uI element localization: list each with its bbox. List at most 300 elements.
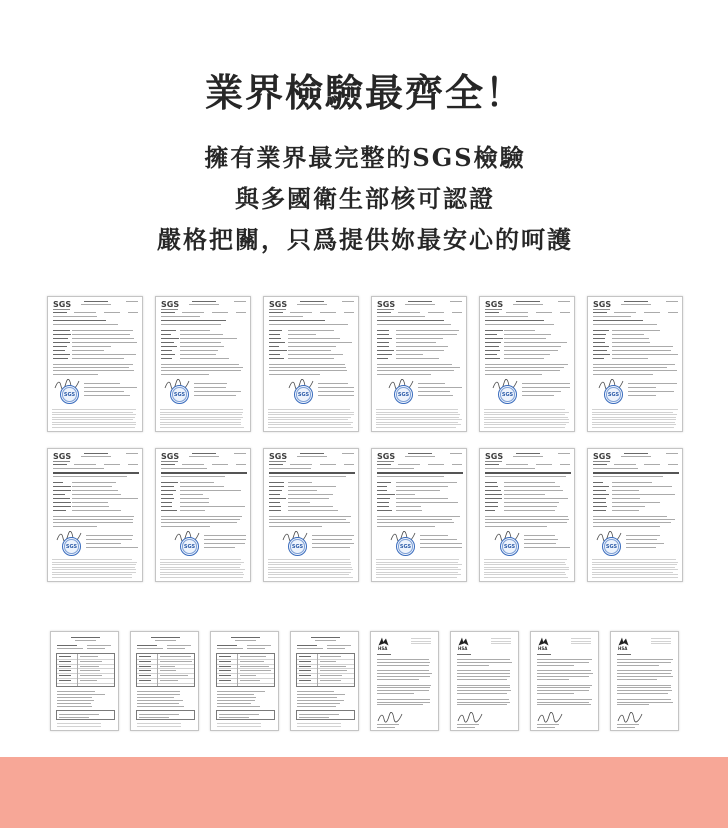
text-line	[53, 342, 70, 343]
text-line	[217, 723, 261, 724]
text-line	[268, 424, 351, 425]
text-line	[612, 334, 644, 335]
text-line	[593, 320, 643, 321]
text-line	[160, 424, 241, 425]
text-line	[52, 572, 136, 573]
text-line	[485, 526, 547, 527]
text-line	[418, 395, 453, 396]
text-line	[666, 301, 678, 302]
seal-label: SGS	[605, 543, 618, 550]
text-line	[52, 567, 135, 568]
text-line	[592, 559, 676, 560]
text-line	[180, 490, 241, 491]
text-line	[57, 691, 95, 692]
seal-label: SGS	[503, 543, 516, 550]
text-line	[617, 727, 635, 728]
text-line	[57, 706, 92, 707]
text-line	[139, 666, 151, 667]
text-line	[485, 324, 554, 325]
text-line	[592, 574, 678, 575]
text-line	[377, 699, 430, 700]
text-line	[194, 395, 236, 396]
text-line	[137, 697, 174, 698]
text-line	[84, 301, 108, 302]
seal-label: SGS	[173, 391, 186, 398]
text-line	[137, 694, 180, 695]
text-line	[592, 572, 673, 573]
text-line	[485, 486, 498, 487]
text-line	[160, 559, 241, 560]
text-line	[160, 412, 243, 413]
text-line	[377, 316, 425, 317]
text-line	[297, 456, 327, 457]
hsa-emblem-icon	[458, 637, 469, 646]
logo-underline	[53, 309, 70, 310]
text-line	[377, 324, 451, 325]
text-line	[161, 338, 179, 339]
text-line	[161, 516, 242, 517]
text-line	[485, 472, 571, 474]
text-line	[537, 670, 591, 671]
text-line	[327, 648, 345, 649]
text-line	[268, 574, 349, 575]
text-line	[377, 346, 389, 347]
seal-label: SGS	[607, 391, 620, 398]
notes-table	[136, 710, 195, 720]
text-line	[504, 486, 560, 487]
text-line	[180, 338, 237, 339]
text-line	[376, 422, 458, 423]
table-column-rule	[237, 654, 238, 686]
sgs-test-report	[371, 296, 467, 432]
sgs-report-row-2	[47, 448, 683, 582]
text-line	[484, 572, 565, 573]
text-line	[668, 464, 678, 465]
text-line	[219, 656, 231, 657]
seal-label: SGS	[63, 391, 76, 398]
text-line	[485, 346, 499, 347]
text-line	[485, 476, 566, 477]
sgs-logo: SGS	[485, 452, 504, 461]
text-line	[297, 648, 323, 649]
text-line	[506, 312, 528, 313]
text-line	[504, 342, 567, 343]
text-line	[268, 409, 350, 410]
text-line	[269, 526, 322, 527]
text-line	[628, 391, 674, 392]
text-line	[269, 494, 280, 495]
text-line	[57, 659, 114, 660]
footer-band	[0, 757, 728, 828]
text-line	[219, 717, 249, 718]
text-line	[53, 464, 67, 465]
text-line	[126, 301, 138, 302]
text-line	[342, 301, 354, 302]
text-line	[297, 697, 337, 698]
text-line	[180, 330, 210, 331]
text-line	[376, 414, 460, 415]
text-line	[450, 301, 462, 302]
text-line	[53, 320, 106, 321]
text-line	[235, 640, 256, 641]
text-line	[219, 666, 231, 667]
text-line	[167, 645, 191, 646]
text-line	[450, 453, 462, 454]
text-line	[217, 664, 274, 665]
text-line	[320, 666, 346, 667]
text-line	[485, 468, 535, 469]
text-line	[269, 316, 303, 317]
text-line	[377, 519, 452, 520]
analysis-report	[130, 631, 199, 731]
signature	[457, 712, 483, 724]
text-line	[536, 464, 552, 465]
text-line	[151, 637, 180, 638]
text-line	[299, 675, 311, 676]
text-line	[182, 464, 204, 465]
text-line	[53, 346, 67, 347]
text-line	[626, 535, 660, 536]
text-line	[160, 666, 175, 667]
text-line	[53, 358, 68, 359]
text-line	[160, 661, 192, 662]
sgs-logo: SGS	[269, 300, 288, 309]
text-line	[457, 679, 507, 680]
text-line	[53, 519, 133, 520]
text-line	[217, 645, 237, 646]
text-line	[396, 350, 444, 351]
text-line	[160, 656, 191, 657]
text-line	[593, 506, 607, 507]
text-line	[86, 535, 133, 536]
text-line	[592, 412, 673, 413]
text-line	[297, 706, 336, 707]
text-line	[269, 346, 279, 347]
text-line	[593, 490, 606, 491]
text-line	[269, 468, 311, 469]
text-line	[53, 334, 71, 335]
text-line	[180, 510, 205, 511]
text-line	[617, 699, 671, 700]
text-line	[161, 312, 175, 313]
text-line	[516, 301, 540, 302]
text-line	[593, 486, 609, 487]
text-line	[315, 640, 336, 641]
text-line	[617, 690, 672, 691]
text-line	[80, 656, 98, 657]
text-line	[299, 680, 311, 681]
text-line	[52, 564, 136, 565]
text-line	[52, 569, 136, 570]
text-line	[593, 476, 663, 477]
text-line	[377, 358, 388, 359]
text-line	[377, 522, 454, 523]
text-line	[53, 354, 70, 355]
text-line	[376, 412, 458, 413]
text-line	[288, 510, 338, 511]
text-line	[612, 490, 639, 491]
text-line	[396, 338, 443, 339]
text-line	[614, 464, 636, 465]
text-line	[484, 577, 568, 578]
text-line	[396, 330, 459, 331]
text-line	[288, 490, 317, 491]
text-line	[269, 364, 345, 365]
text-line	[484, 409, 565, 410]
text-line	[485, 367, 564, 368]
text-line	[504, 506, 557, 507]
text-line	[161, 490, 176, 491]
text-line	[626, 543, 664, 544]
text-line	[57, 668, 114, 669]
text-line	[593, 370, 677, 371]
text-line	[137, 664, 194, 665]
text-line	[217, 678, 274, 679]
hsa-logo-text: HSA	[538, 646, 548, 651]
analysis-report	[210, 631, 279, 731]
text-line	[231, 637, 260, 638]
seal-label: SGS	[399, 543, 412, 550]
text-line	[593, 350, 607, 351]
sgs-logo: SGS	[53, 300, 72, 309]
text-line	[72, 506, 109, 507]
text-line	[161, 476, 225, 477]
text-line	[161, 510, 177, 511]
text-line	[593, 342, 605, 343]
text-line	[504, 502, 559, 503]
hsa-logo-text: HSA	[458, 646, 468, 651]
text-line	[219, 670, 231, 671]
text-line	[161, 464, 175, 465]
text-line	[612, 482, 652, 483]
text-line	[485, 342, 501, 343]
text-line	[53, 370, 134, 371]
text-line	[53, 486, 71, 487]
text-line	[457, 659, 510, 660]
text-line	[53, 522, 133, 523]
text-line	[300, 301, 324, 302]
text-line	[485, 464, 499, 465]
notes-table	[296, 710, 355, 720]
text-line	[268, 577, 353, 578]
text-line	[192, 301, 216, 302]
text-line	[161, 522, 237, 523]
text-line	[537, 673, 593, 674]
text-line	[377, 704, 423, 705]
text-line	[86, 543, 121, 544]
text-line	[139, 661, 151, 662]
text-line	[485, 519, 569, 520]
text-line	[485, 490, 501, 491]
text-line	[592, 577, 678, 578]
text-line	[504, 346, 561, 347]
text-line	[522, 387, 570, 388]
text-line	[377, 494, 395, 495]
text-line	[612, 498, 640, 499]
text-line	[84, 391, 124, 392]
text-line	[137, 703, 179, 704]
text-line	[617, 665, 659, 666]
text-line	[484, 412, 569, 413]
text-line	[53, 472, 139, 474]
text-line	[240, 675, 256, 676]
text-line	[628, 395, 656, 396]
text-line	[299, 714, 339, 715]
sgs-logo: SGS	[485, 300, 504, 309]
text-line	[180, 342, 221, 343]
text-line	[84, 387, 137, 388]
text-line	[485, 358, 500, 359]
text-line	[160, 564, 241, 565]
text-line	[161, 519, 240, 520]
text-line	[376, 564, 462, 565]
text-line	[593, 334, 606, 335]
text-line	[59, 675, 71, 676]
text-line	[311, 637, 340, 638]
text-line	[377, 670, 429, 671]
text-line	[376, 569, 461, 570]
text-line	[312, 543, 354, 544]
text-line	[288, 346, 336, 347]
text-line	[485, 316, 528, 317]
text-line	[628, 383, 677, 384]
text-line	[137, 648, 163, 649]
text-line	[644, 464, 660, 465]
sgs-seal-icon	[62, 537, 81, 556]
text-line	[53, 338, 68, 339]
text-line	[377, 693, 414, 694]
text-line	[651, 638, 671, 639]
sgs-logo: SGS	[161, 300, 180, 309]
text-line	[593, 472, 679, 474]
text-line	[126, 453, 138, 454]
text-line	[180, 350, 218, 351]
text-line	[376, 427, 456, 428]
text-line	[269, 490, 282, 491]
text-line	[53, 502, 71, 503]
text-line	[628, 387, 656, 388]
text-line	[57, 664, 114, 665]
text-line	[516, 453, 540, 454]
text-line	[457, 685, 510, 686]
text-line	[194, 391, 241, 392]
text-line	[558, 453, 570, 454]
text-line	[593, 330, 609, 331]
text-line	[52, 419, 133, 420]
text-line	[57, 683, 114, 684]
text-line	[87, 645, 111, 646]
text-line	[269, 342, 285, 343]
text-line	[485, 334, 497, 335]
text-line	[537, 679, 569, 680]
text-line	[288, 498, 329, 499]
text-line	[52, 427, 135, 428]
text-line	[72, 338, 134, 339]
text-line	[624, 453, 648, 454]
text-line	[522, 391, 561, 392]
text-line	[53, 482, 63, 483]
text-line	[297, 694, 345, 695]
text-line	[269, 370, 347, 371]
text-line	[299, 670, 311, 671]
text-line	[53, 476, 127, 477]
text-line	[52, 562, 137, 563]
text-line	[53, 324, 118, 325]
text-line	[396, 358, 439, 359]
sgs-logo: SGS	[269, 452, 288, 461]
text-line	[428, 464, 444, 465]
text-line	[217, 668, 274, 669]
text-line	[668, 312, 678, 313]
text-line	[593, 464, 607, 465]
text-line	[504, 358, 544, 359]
text-line	[612, 338, 649, 339]
text-line	[59, 714, 99, 715]
text-line	[57, 697, 92, 698]
hsa-emblem-icon	[378, 637, 389, 646]
logo-underline	[593, 309, 610, 310]
text-line	[377, 510, 392, 511]
text-line	[593, 358, 604, 359]
text-line	[139, 717, 169, 718]
text-line	[288, 354, 343, 355]
text-line	[408, 453, 432, 454]
text-line	[484, 422, 569, 423]
text-line	[571, 641, 591, 642]
table-report-icon	[296, 653, 355, 687]
text-line	[396, 334, 457, 335]
text-line	[269, 482, 284, 483]
text-line	[139, 675, 151, 676]
text-line	[593, 522, 671, 523]
text-line	[128, 464, 138, 465]
text-line	[593, 374, 653, 375]
text-line	[485, 516, 568, 517]
text-line	[592, 409, 678, 410]
text-line	[80, 666, 99, 667]
text-line	[219, 675, 231, 676]
text-line	[524, 539, 558, 540]
text-line	[72, 334, 130, 335]
text-line	[217, 700, 255, 701]
notes-table	[216, 710, 275, 720]
text-line	[217, 726, 261, 727]
hsa-logo-text: HSA	[618, 646, 628, 651]
text-line	[52, 412, 133, 413]
text-line	[617, 693, 668, 694]
text-line	[72, 498, 138, 499]
text-line	[217, 694, 254, 695]
text-line	[537, 659, 592, 660]
text-line	[217, 683, 274, 684]
text-line	[377, 506, 389, 507]
text-line	[506, 464, 528, 465]
text-line	[312, 539, 352, 540]
text-line	[593, 354, 610, 355]
text-line	[644, 312, 660, 313]
text-line	[485, 312, 499, 313]
text-line	[377, 370, 454, 371]
text-line	[161, 367, 243, 368]
sgs-test-report	[155, 448, 251, 582]
table-column-rule	[77, 654, 78, 686]
hsa-emblem-icon	[538, 637, 549, 646]
text-line	[593, 498, 606, 499]
text-line	[161, 472, 247, 474]
text-line	[297, 645, 317, 646]
text-line	[180, 354, 216, 355]
text-line	[59, 670, 71, 671]
